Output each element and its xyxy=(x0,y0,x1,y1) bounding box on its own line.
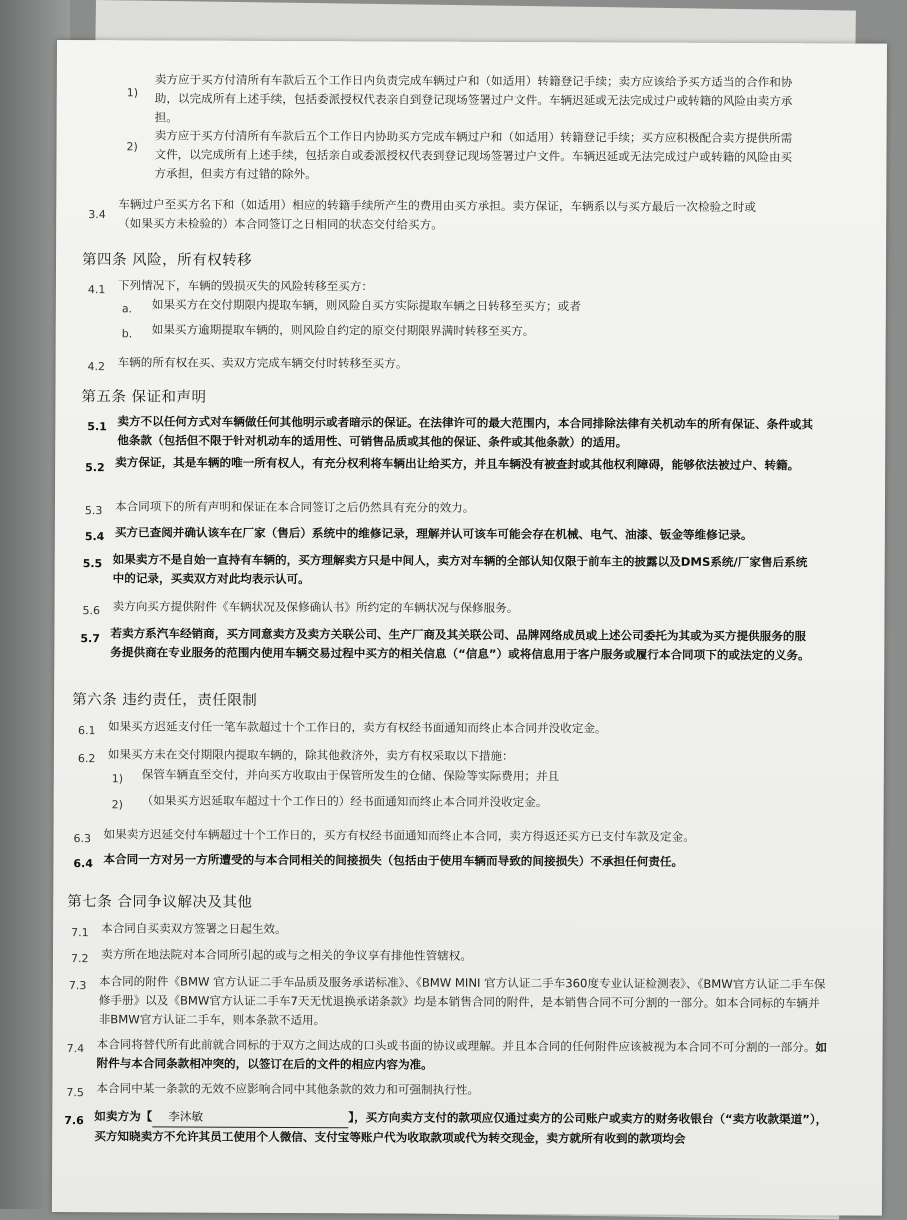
clause-text: 本合同中某一条款的无效不应影响合同中其他条款的效力和可强制执行性。 xyxy=(96,1081,480,1097)
clause-number: 7.6 xyxy=(64,1114,84,1128)
clause-text: 如果买方逾期提取车辆的，则风险自约定的原交付期限界满时转移至买方。 xyxy=(151,322,535,339)
clause-text: 下列情况下，车辆的毁损灭失的风险转移至买方： xyxy=(117,278,374,294)
clause-text: 如果买方迟延支付任一笔车款超过十个工作日的，卖方有权经书面通知而终止本合同并没收定金。 xyxy=(107,719,607,736)
clause-number: 6.2 xyxy=(77,752,96,766)
clause-number: 7.3 xyxy=(68,979,87,993)
clause-text: 卖方应于买方付清所有车款后五个工作日内负责完成车辆过户和（如适用）转籍登记手续；卖方应该给予买方适当的合作和协助，以完成所有上述手续，包括委派授权代表亲自到登记现场签署过户文件。车辆迟延或无法完成过户或转籍的风险由卖方承担。 xyxy=(154,72,793,125)
clause-text xyxy=(96,1035,828,1076)
contract-page xyxy=(52,40,887,1216)
clause-number: 5.6 xyxy=(82,604,101,618)
clause-number: 3.4 xyxy=(88,208,106,222)
clause-text-bold-part: 如附件与本合同条款相冲突的，以签订在后的文件的相应内容为准。 xyxy=(96,1040,828,1072)
clause-text: 本合同一方对另一方所遭受的与本合同相关的间接损失（包括由于使用车辆而导致的间接损失）不承担任何责任。 xyxy=(103,852,684,869)
seller-name-field: 李沐敏 xyxy=(152,1107,348,1128)
clause-number: 6.4 xyxy=(73,857,93,871)
section-heading: 第七条 合同争议解决及其他 xyxy=(67,894,253,911)
clause-number: b. xyxy=(121,327,133,341)
clause-number: 7.5 xyxy=(66,1086,84,1100)
clause-text-part: 】，买方向卖方支付的款项应仅通过卖方的公司账户或卖方的财务收银台（“卖方收款渠道”），买方知晓卖方不允许其员工使用个人微信、支付宝等账户代为收取款项或代为转交现金，卖方就所有收到的款项均会 xyxy=(94,1110,828,1146)
clause-number: 5.7 xyxy=(80,632,100,646)
clause-number: 2) xyxy=(111,798,123,812)
clause-text: （如果买方迟延取车超过十个工作日的）经书面通知而终止本合同并没收定金。 xyxy=(141,793,548,810)
clause-number: 4.1 xyxy=(87,283,106,297)
clause-number: 5.2 xyxy=(85,461,105,475)
clause-text: 本合同自买卖双方签署之日起生效。 xyxy=(101,921,287,937)
clause-text: 如果卖方迟延交付车辆超过十个工作日的，买方有权经书面通知而终止本合同，卖方得返还买方已支付车款及定金。 xyxy=(103,827,695,844)
clause-text: 若卖方系汽车经销商，买方同意卖方及卖方关联公司、生产厂商及其关联公司、品牌网络成员或上述公司委托为其或为买方提供服务的服务提供商在专业服务的范围内使用车辆交易过程中买方的相关信息（“信息”）或将信息用于客户服务或履行本合同项下的或法定的义务。 xyxy=(110,626,810,663)
clause-text: 保管车辆直至交付，并向买方收取由于保管所发生的仓储、保险等实际费用；并且 xyxy=(141,767,560,784)
clause-text: 卖方保证，其是车辆的唯一所有权人，有充分权利将车辆出让给买方，并且车辆没有被查封或其他权利障碍，能够依法被过户、转籍。 xyxy=(115,455,800,473)
clause-number: 6.3 xyxy=(73,832,92,846)
clause-text: 本合同的附件《BMW 官方认证二手车品质及服务承诺标准》、《BMW MINI 官方认证二手车360度专业认证检测表》、《BMW官方认证二手车保修手册》以及《BMW官方认证二手车7天无忧退换承诺条款》均是本销售合同的附件，是本销售合同不可分割的一部分。如本合同标的车辆并非BMW官方认证二手车，则本条款不适用。 xyxy=(98,974,826,1028)
clause-text: 买方已查阅并确认该车在厂家（售后）系统中的维修记录，理解并认可该车可能会存在机械、电气、油漆、钣金等维修记录。 xyxy=(114,525,753,543)
clause-number: 7.4 xyxy=(66,1042,85,1056)
section-heading: 第五条 保证和声明 xyxy=(81,389,207,406)
clause-number: 6.1 xyxy=(77,724,96,738)
clause-number: 7.2 xyxy=(70,952,89,966)
clause-number: 5.3 xyxy=(84,504,103,518)
clause-text: 卖方所在地法院对本合同所引起的或与之相关的争议享有排他性管辖权。 xyxy=(100,947,473,963)
clause-text-part: 本合同将替代所有此前就合同标的于双方之间达成的口头或书面的协议或理解。并且本合同的任何附件应该被视为本合同不可分割的一部分。 xyxy=(96,1037,816,1055)
clause-text: 卖方不以任何方式对车辆做任何其他明示或者暗示的保证。在法律许可的最大范围内，本合同排除法律有关机动车的所有保证、条件或其他条款（包括但不限于针对机动车的适用性、可销售品质或其他的保证、条件或其他条款）的适用。 xyxy=(117,414,814,450)
clause-number: 5.5 xyxy=(82,557,103,571)
clause-number: 2) xyxy=(126,140,138,154)
clause-text xyxy=(94,1107,834,1149)
clause-text: 卖方向买方提供附件《车辆状况及保修确认书》所约定的车辆状况与保修服务。 xyxy=(112,599,519,616)
clause-text: 本合同项下的所有声明和保证在本合同签订之后仍然具有充分的效力。 xyxy=(114,499,475,515)
clause-number: 5.4 xyxy=(84,530,105,544)
clause-number: 1) xyxy=(111,772,124,786)
clause-text: 卖方应于买方付清所有车款后五个工作日内协助买方完成车辆过户和（如适用）转籍登记手续；买方应积极配合卖方提供所需文件，以完成所有上述手续，包括亲自或委派授权代表到登记现场签署过户文件。车辆迟延或无法完成过户或转籍的风险由买方承担，但卖方有过错的除外。 xyxy=(154,128,793,182)
section-heading: 第四条 风险，所有权转移 xyxy=(82,252,253,269)
clause-text: 如果买方在交付期限内提取车辆，则风险自买方实际提取车辆之日转移至买方；或者 xyxy=(151,297,581,314)
clause-text: 车辆的所有权在买、卖双方完成车辆交付时转移至买方。 xyxy=(117,355,408,371)
clause-number: a. xyxy=(121,302,133,316)
clause-text: 车辆过户至买方名下和（如适用）相应的转籍手续所产生的费用由买方承担。卖方保证，车辆系以与买方最后一次检验之时或（如果买方未检验的）本合同签订之日相同的状态交付给买方。 xyxy=(118,197,756,232)
clause-number: 1) xyxy=(126,86,139,100)
clause-text-part: 如卖方为【 xyxy=(94,1109,153,1124)
section-heading: 第六条 违约责任，责任限制 xyxy=(72,692,258,709)
clause-number: 5.1 xyxy=(87,420,107,434)
clause-number: 4.2 xyxy=(87,360,106,374)
clause-text: 如果买方未在交付期限内提取车辆的，除其他救济外，卖方有权采取以下措施： xyxy=(107,747,514,763)
clause-number: 7.1 xyxy=(71,926,89,940)
clause-text: 如果卖方不是自始一直持有车辆的，买方理解卖方只是中间人，卖方对车辆的全部认知仅限于前车主的披露以及DMS系统/厂家售后系统中的记录，买卖双方对此均表示认可。 xyxy=(112,552,808,587)
